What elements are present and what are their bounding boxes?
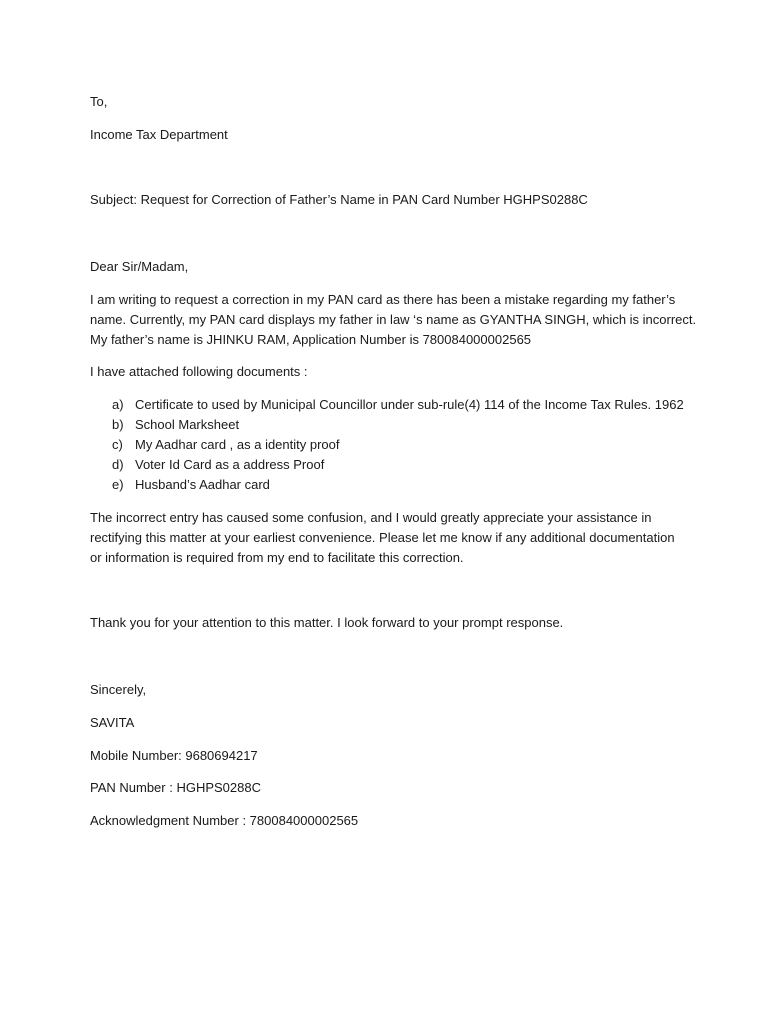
greeting: Dear Sir/Madam, [90,259,189,274]
thanks-line: Thank you for your attention to this matter. I look forward to your prompt response. [90,615,564,630]
list-marker: c) [112,437,123,452]
mobile-number: Mobile Number: 9680694217 [90,748,258,763]
intro-line: name. Currently, my PAN card displays my father in law ‘s name as GYANTHA SINGH, which is incorrect. [90,312,697,327]
body-paragraph [90,508,680,568]
sender-name: SAVITA [90,715,135,730]
intro-paragraph [90,290,697,350]
list-item-text: Voter Id Card as a address Proof [135,457,325,472]
body-line: rectifying this matter at your earliest convenience. Please let me know if any additional documentation [90,530,675,545]
list-marker: d) [112,457,124,472]
recipient: Income Tax Department [90,127,228,142]
salutation-to: To, [90,94,108,109]
list-marker: b) [112,417,124,432]
list-item-text: School Marksheet [135,417,240,432]
pan-number: PAN Number : HGHPS0288C [90,780,261,795]
list-marker: a) [112,397,124,412]
documents-intro: I have attached following documents : [90,364,308,379]
list-item-text: Husband’s Aadhar card [135,477,270,492]
intro-line: My father’s name is JHINKU RAM, Application Number is 780084000002565 [90,332,532,347]
subject-line: Subject: Request for Correction of Father’s Name in PAN Card Number HGHPS0288C [90,192,588,207]
intro-line: I am writing to request a correction in my PAN card as there has been a mistake regarding my father’s [90,292,676,307]
acknowledgment-number: Acknowledgment Number : 780084000002565 [90,813,359,828]
body-line: The incorrect entry has caused some confusion, and I would greatly appreciate your assistance in [90,510,652,525]
list-marker: e) [112,477,124,492]
list-item-text: My Aadhar card , as a identity proof [135,437,340,452]
body-line: or information is required from my end to facilitate this correction. [90,550,464,565]
closing: Sincerely, [90,682,147,697]
list-item-text: Certificate to used by Municipal Councillor under sub-rule(4) 114 of the Income Tax Rules. 1962 [135,397,684,412]
